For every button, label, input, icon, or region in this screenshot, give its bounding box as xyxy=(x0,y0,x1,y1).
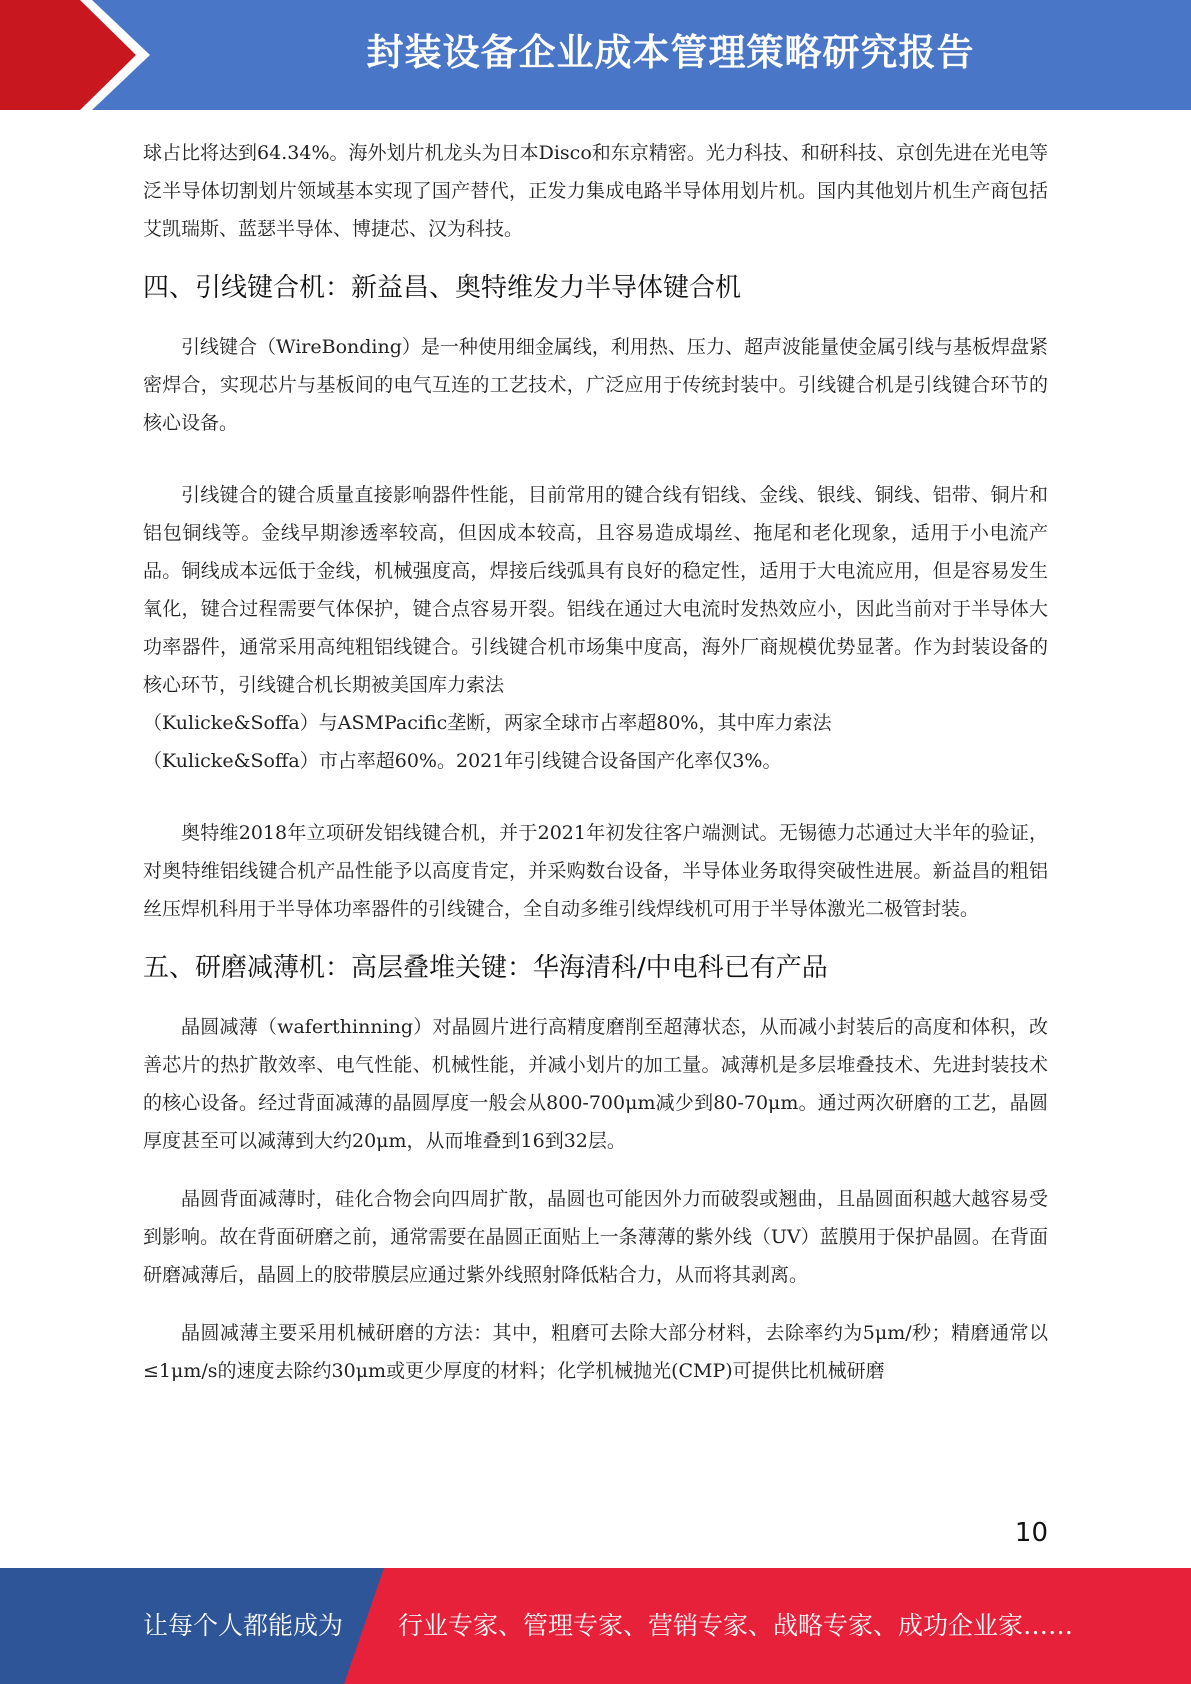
report-title: 封装设备企业成本管理策略研究报告 xyxy=(366,31,975,74)
page-number: 10 xyxy=(1014,1518,1048,1548)
paragraph-bonding-market-line2: （Kulicke&Soffa）市占率超60%。2021年引线键合设备国产化率仅3%。 xyxy=(143,750,782,772)
paragraph-autowell: 奥特维2018年立项研发铝线键合机，并于2021年初发往客户端测试。无锡德力芯通过大半年的验证，对奥特维铝线键合机产品性能予以高度肯定，并采购数台设备，半导体业务取得突破性进展。新益昌的粗铝丝压焊机科用于半导体功率器件的引线键合，全自动多维引线焊线机可用于半导体激光二极管封装。 xyxy=(143,822,1048,920)
paragraph-wafer-thinning: 晶圆减薄（waferthinning）对晶圆片进行高精度磨削至超薄状态，从而减小封装后的高度和体积，改善芯片的热扩散效率、电气性能、机械性能，并减小划片的加工量。减薄机是多层堆叠技术、先进封装技术的核心设备。经过背面减薄的晶圆厚度一般会从800-700μm减少到80-70μm。通过两次研磨的工艺，晶圆厚度甚至可以减薄到大约20μm，从而堆叠到16到32层。 xyxy=(143,1016,1048,1152)
section-heading-grinder: 五、研磨减薄机：高层叠堆关键：华海清科/中电科已有产品 xyxy=(143,953,828,983)
paragraph-grinding-methods: 晶圆减薄主要采用机械研磨的方法：其中，粗磨可去除大部分材料，去除率约为5μm/秒；精磨通常以≤1μm/s的速度去除约30μm或更少厚度的材料；化学机械抛光(CMP)可提供比机械研磨 xyxy=(143,1322,1048,1382)
paragraph-backside-thinning: 晶圆背面减薄时，硅化合物会向四周扩散，晶圆也可能因外力而破裂或翘曲，且晶圆面积越大越容易受到影响。故在背面研磨之前，通常需要在晶圆正面贴上一条薄薄的紫外线（UV）蓝膜用于保护晶圆。在背面研磨减薄后，晶圆上的胶带膜层应通过紫外线照射降低粘合力，从而将其剥离。 xyxy=(143,1188,1048,1286)
paragraph-bonding-wire-types: 引线键合的键合质量直接影响器件性能，目前常用的键合线有铝线、金线、银线、铜线、铝带、铜片和铝包铜线等。金线早期渗透率较高，但因成本较高，且容易造成塌丝、拖尾和老化现象，适用于小电流产品。铜线成本远低于金线，机械强度高，焊接后线弧具有良好的稳定性，适用于大电流应用，但是容易发生氧化，键合过程需要气体保护，键合点容易开裂。铝线在通过大电流时发热效应小，因此当前对于半导体大功率器件，通常采用高纯粗铝线键合。引线键合机市场集中度高，海外厂商规模优势显著。作为封装设备的核心环节，引线键合机长期被美国库力索法 xyxy=(143,484,1048,696)
paragraph-dicing-continued: 球占比将达到64.34%。海外划片机龙头为日本Disco和东京精密。光力科技、和研科技、京创先进在光电等泛半导体切割划片领域基本实现了国产替代，正发力集成电路半导体用划片机。国内其他划片机生产商包括艾凯瑞斯、蓝瑟半导体、博捷芯、汉为科技。 xyxy=(143,142,1048,240)
paragraph-bonding-market-line1: （Kulicke&Soffa）与ASMPacific垄断，两家全球市占率超80%，其中库力索法 xyxy=(143,712,832,734)
footer-slogan-right: 行业专家、管理专家、营销专家、战略专家、成功企业家…… xyxy=(398,1611,1074,1640)
page-footer xyxy=(0,1568,1191,1684)
paragraph-wire-bonding-intro: 引线键合（WireBonding）是一种使用细金属线，利用热、压力、超声波能量使金属引线与基板焊盘紧密焊合，实现芯片与基板间的电气互连的工艺技术，广泛应用于传统封装中。引线键合机是引线键合环节的核心设备。 xyxy=(143,336,1048,434)
footer-slogan-left: 让每个人都能成为 xyxy=(143,1611,344,1640)
page-header xyxy=(0,0,1191,110)
header-arrow-decoration xyxy=(0,0,160,110)
page-body xyxy=(143,134,1048,1390)
section-heading-wire-bonder: 四、引线键合机：新益昌、奥特维发力半导体键合机 xyxy=(143,273,742,303)
